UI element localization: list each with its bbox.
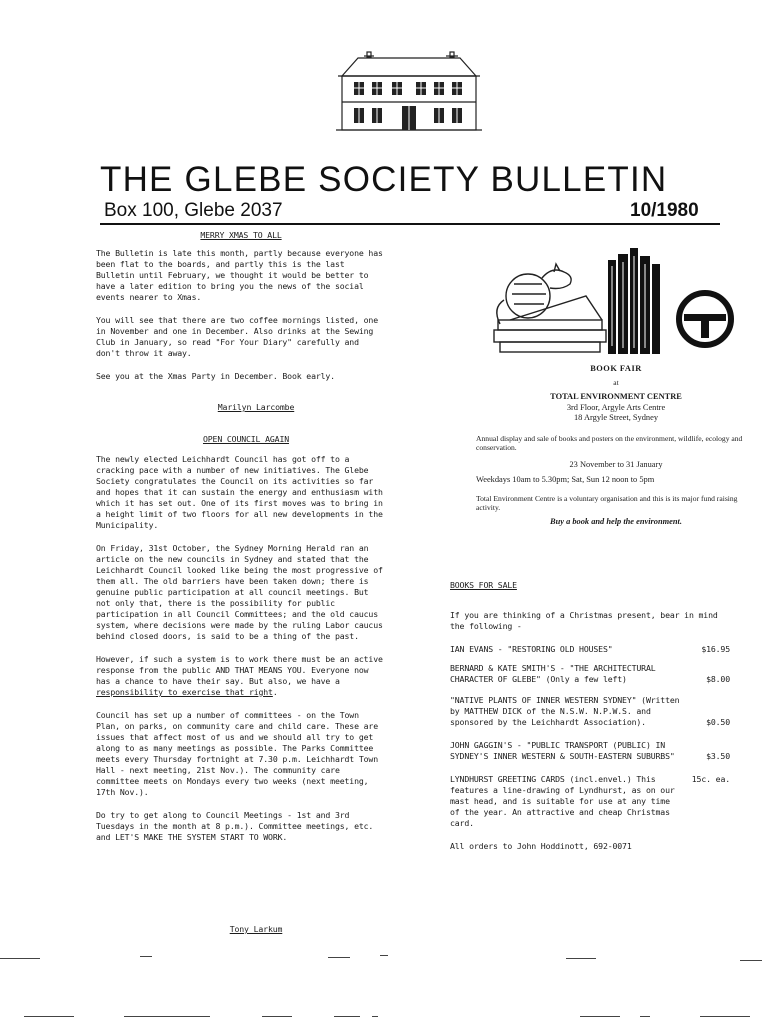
book-title: IAN EVANS - "RESTORING OLD HOUSES" <box>450 644 613 654</box>
scan-mark <box>372 1016 378 1017</box>
council-paragraph: On Friday, 31st October, the Sydney Morning Herald ran an article on the new councils in Sydney and stated that the Leichhardt Council looked like being the most progressive of them all. The old barriers have been taken down; there is genuine public participation at all council meetings. But not only that, there is the possibility for public participation in all Council Committees; and the old caucus system, where decisions were made by the ruling Labor caucus behind closed doors, is said to be a thing of the past. <box>96 543 383 641</box>
book-fair-at: at <box>613 377 619 387</box>
council-paragraph: Do try to get along to Council Meetings - 1st and 3rd Tuesdays in the month at 8 p.m.). Committee meetings, etc. and LET'S MAKE THE SYSTEM START TO WORK. <box>96 810 374 842</box>
book-title: "NATIVE PLANTS OF INNER WESTERN SYDNEY" (Written by MATTHEW DICK of the N.S.W. N.P.W.S. and sponsored by the Leichhardt Association). <box>450 695 680 727</box>
book-fair-title: BOOK FAIR <box>590 364 642 373</box>
book-price: $3.50 <box>706 751 730 761</box>
book-price: $16.95 <box>701 644 730 654</box>
book-price: $8.00 <box>706 674 730 684</box>
book-fair-hours: Weekdays 10am to 5.30pm; Sat, Sun 12 noon to 5pm <box>476 475 655 484</box>
issue-number: 10/1980 <box>630 200 699 221</box>
book-price: $0.50 <box>706 717 730 727</box>
page-title: THE GLEBE SOCIETY BULLETIN <box>100 160 668 199</box>
council-paragraph-text: However, if such a system is to work there must be an active response from the public AND THAT MEANS YOU. Everyone now has a chance to have their say. But also, we have a <box>96 654 383 686</box>
council-paragraph: The newly elected Leichhardt Council has got off to a cracking pace with a number of new initiatives. The Glebe Society congratulates the Council on its activities so far and hopes that it can sustain the energy and enthusiasm with which it has set out. One of its first moves was to bring in a height limit of two floors for all new developments in the Municipality. <box>96 454 383 530</box>
greeting-section <box>96 248 386 394</box>
council-paragraph-end: . <box>272 687 278 697</box>
book-list-item <box>450 695 730 728</box>
book-list-item <box>450 740 730 762</box>
book-title: BERNARD & KATE SMITH'S - "THE ARCHITECTURAL CHARACTER OF GLEBE" (Only a few left) <box>450 663 656 684</box>
book-fair-note: Total Environment Centre is a voluntary organisation and this is its major fund raising activity. <box>476 493 738 512</box>
book-title: JOHN GAGGIN'S - "PUBLIC TRANSPORT (PUBLIC) IN SYDNEY'S INNER WESTERN & SOUTH-EASTERN SUBURBS" <box>450 740 675 761</box>
greeting-heading: MERRY XMAS TO ALL <box>200 230 282 240</box>
building-illustration <box>334 50 484 132</box>
council-paragraph: Council has set up a number of committees - on the Town Plan, on parks, on community care and child care. These are issues that affect most of us and we should all try to get along to as many meetings as possible. The Parks Committee meets every Thursday fortnight at 7.30 p.m. Leichhardt Town Hall - next meeting, 21st Nov.). The community care committee meets on Mondays every two weeks (next meeting, 17th Nov.). <box>96 710 378 797</box>
scan-mark <box>140 956 152 957</box>
book-list-item <box>450 663 730 685</box>
books-for-sale-heading: BOOKS FOR SALE <box>450 580 517 590</box>
masthead-rule <box>100 223 720 225</box>
scan-mark <box>700 1016 750 1017</box>
book-title: LYNDHURST GREETING CARDS (incl.envel.) This features a line-drawing of Lyndhurst, as on our mast head, and is suitable for use at any time of the year. An attractive and cheap Christmas card. <box>450 774 675 828</box>
book-fair-tagline: Buy a book and help the environment. <box>550 516 682 526</box>
total-environment-centre-logo <box>676 290 734 348</box>
book-fair-notice <box>476 364 756 527</box>
greeting-paragraph: The Bulletin is late this month, partly because everyone has been flat to the boards, and partly this is the last Bulletin until February, we thought it would be better to have a later edition to bring you the news of the social events nearer to Xmas. <box>96 248 383 302</box>
scan-mark <box>262 1016 292 1017</box>
greeting-paragraph: See you at the Xmas Party in December. Book early. <box>96 371 335 381</box>
book-fair-address: 18 Argyle Street, Sydney <box>573 413 659 422</box>
numbat-reading-books-illustration <box>490 236 690 358</box>
scan-mark <box>124 1016 210 1017</box>
council-section <box>96 454 386 855</box>
scan-mark <box>24 1016 74 1017</box>
scan-mark <box>566 958 596 959</box>
postal-address: Box 100, Glebe 2037 <box>104 200 283 221</box>
book-price: 15c. ea. <box>691 774 730 784</box>
book-list-item <box>450 644 730 655</box>
greeting-signature: Marilyn Larcombe <box>217 402 295 412</box>
council-paragraph <box>96 654 386 698</box>
book-list-item <box>450 774 730 829</box>
scan-mark <box>580 1016 620 1017</box>
council-heading: OPEN COUNCIL AGAIN <box>202 434 290 444</box>
book-fair-dates: 23 November to 31 January <box>569 459 663 469</box>
council-signature: Tony Larkum <box>229 924 283 934</box>
books-intro: If you are thinking of a Christmas present, bear in mind the following - <box>450 610 718 631</box>
scan-mark <box>640 1016 650 1017</box>
scan-mark <box>380 955 388 956</box>
greeting-paragraph: You will see that there are two coffee mornings listed, one in November and one in December. Also drinks at the Sewing Club in January, so read "For Your Diary" carefully and don't throw it away. <box>96 315 378 358</box>
scan-mark <box>334 1016 360 1017</box>
book-fair-venue: TOTAL ENVIRONMENT CENTRE <box>550 392 682 401</box>
scan-mark <box>328 957 350 958</box>
book-fair-address: 3rd Floor, Argyle Arts Centre <box>566 402 666 412</box>
book-fair-description: Annual display and sale of books and posters on the environment, wildlife, ecology and conservation. <box>476 433 743 452</box>
books-order-contact: All orders to John Hoddinott, 692-0071 <box>450 841 632 851</box>
council-emphasis: responsibility to exercise that right <box>96 687 273 697</box>
scan-mark <box>740 960 762 961</box>
scan-mark <box>0 958 40 959</box>
books-for-sale-section <box>450 610 730 852</box>
